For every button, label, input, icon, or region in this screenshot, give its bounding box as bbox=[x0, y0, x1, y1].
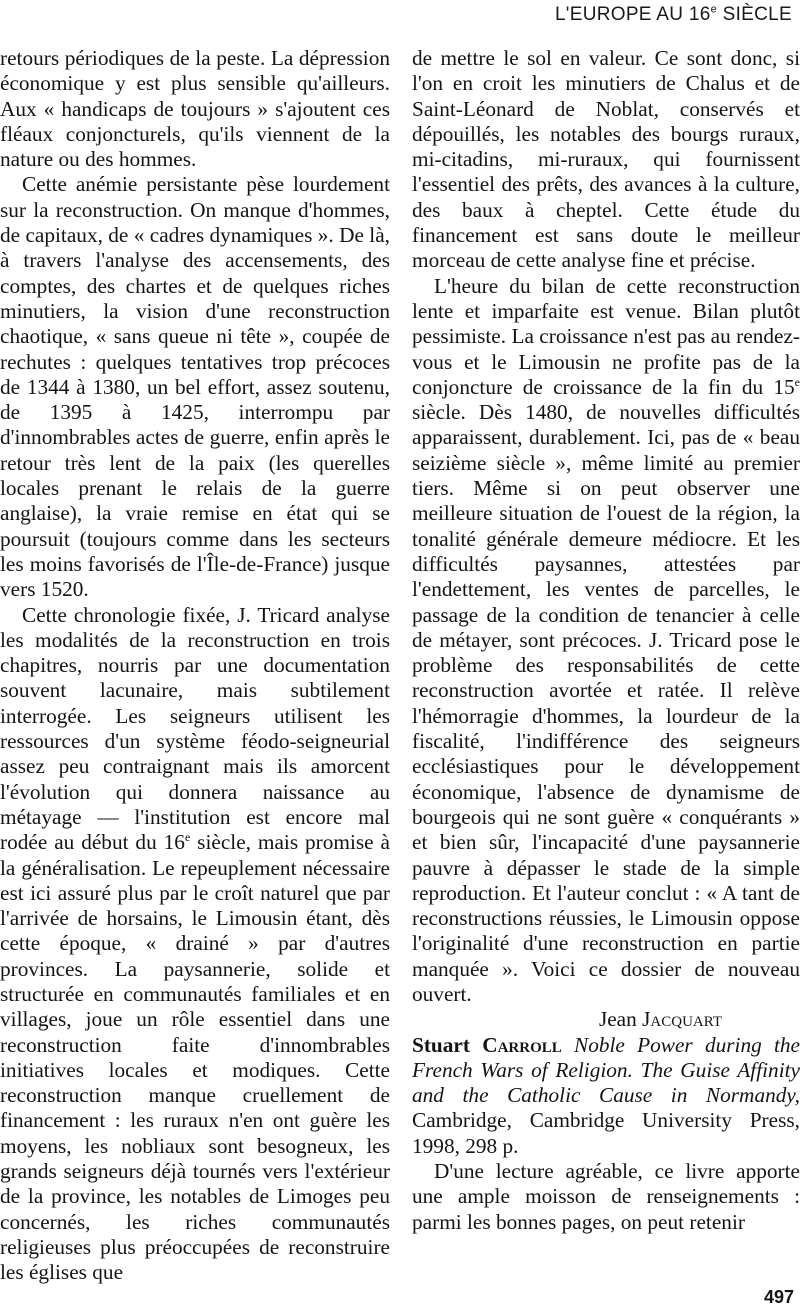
review-body-paragraph: D'une lecture agréable, ce livre apporte une ample moisson de renseignements : parmi les bonnes pages, on peut retenir bbox=[412, 1159, 800, 1234]
review-author-last: Carroll bbox=[482, 1032, 562, 1057]
right-paragraph-2-part-b: siècle. Dès 1480, de nouvelles difficultés apparaissent, durablement. Ici, pas de « beau seizième siècle », même limité au premier tiers. Même si on peut observer une meilleure situation de l'ouest de la région, la tonalité générale demeure médiocre. Et les difficultés paysannes, attestées par l'endettement, les ventes de parcelles, le passage de la condition de tenancier à celle de métayer, sont précoces. J. Tricard pose le problème des responsabilités de cette reconstruction avortée et ratée. Il relève l'hémorragie d'hommes, la lourdeur de la fiscalité, l'indifférence des seigneurs ecclésiastiques pour le développement économique, l'absence de dynamisme de bourgeois qui ne sont guère « conquérants » et bien sûr, l'incapacité d'une paysannerie pauvre à dépasser le stade de la simple reproduction. Et l'auteur conclut : « A tant de reconstructions réussies, le Limousin oppose l'originalité d'une reconstruction en partie manquée ». Voici ce dossier de nouveau ouvert. bbox=[412, 400, 800, 1006]
running-head-superscript: e bbox=[710, 3, 718, 16]
running-head bbox=[555, 4, 792, 26]
review-book-title: Noble Power during the French Wars of Religion. The Guise Affinity and the Catholic Cause in Normandy, bbox=[412, 1032, 800, 1108]
page-number: 497 bbox=[763, 1287, 794, 1307]
right-column bbox=[412, 46, 800, 1235]
review-author-first: Stuart bbox=[412, 1032, 483, 1057]
left-paragraph-3-part-a: Cette chronologie fixée, J. Tricard analyse les modalités de la reconstruction en trois chapitres, nourris par une documentation souvent lacunaire, mais subtilement interrogée. Les seigneurs utilisent les ressources d'un système féodo-seigneurial assez peu contraignant mais ils amorcent l'évolution qui donnera naissance au métayage — l'institution est encore mal rodée au début du 16 bbox=[0, 602, 390, 855]
review-heading bbox=[412, 1033, 800, 1159]
left-paragraph-3-part-b: siècle, mais promise à la généralisation. Le repeuplement nécessaire est ici assuré plus par le croît naturel que par l'arrivée de horsains, le Limousin étant, dès cette époque, « drainé » par d'autres provinces. La paysannerie, solide et structurée en communautés familiales et en villages, joue un rôle essentiel dans une reconstruction faite d'innombrables initiatives locales et modiques. Cette reconstruction manque cruellement de financement : les ruraux n'en ont guère les moyens, les nobliaux sont besogneux, les grands seigneurs déjà tournés vers l'extérieur de la province, les notables de Limoges peu concernés, les riches communautés religieuses plus préoccupées de reconstruire les églises que bbox=[0, 830, 390, 1285]
left-paragraph-1: retours périodiques de la peste. La dépression économique y est plus sensible qu'ailleurs. Aux « handicaps de toujours » s'ajoutent ces fléaux conjoncturels, qu'ils viennent de la nature ou des hommes. bbox=[0, 46, 390, 172]
signature-first-name: Jean bbox=[598, 1007, 643, 1032]
left-paragraph-2: Cette anémie persistante pèse lourdement sur la reconstruction. On manque d'hommes, de capitaux, de « cadres dynamiques ». De là, à travers l'analyse des accensements, des comptes, des chartes et de quelques riches minutiers, la vision d'une reconstruction chaotique, « sans queue ni tête », coupée de rechutes : quelques tentatives trop précoces de 1344 à 1380, un bel effort, assez soutenu, de 1395 à 1425, interrompu par d'innombrables actes de guerre, enfin après le retour très lent de la paix (les querelles locales prenant le relais de la guerre anglaise), la vraie remise en état qui se poursuit (toujours comme dans les secteurs les moins favorisés de l'Île-de-France) jusque vers 1520. bbox=[0, 172, 390, 602]
running-head-title-end: SIÈCLE bbox=[717, 4, 792, 25]
review-publication: Cambridge, Cambridge University Press, 1998, 298 p. bbox=[412, 1108, 800, 1158]
running-head-title: L'EUROPE AU 16 bbox=[554, 4, 711, 25]
right-paragraph-2 bbox=[412, 274, 800, 1008]
review-author bbox=[412, 1033, 562, 1057]
right-paragraph-1: de mettre le sol en valeur. Ce sont donc, si l'on en croit les minutiers de Chalus et de Saint-Léonard de Noblat, conservés et dépouillés, les notables des bourgs ruraux, mi-citadins, mi-ruraux, qui fournissent l'essentiel des prêts, des avances à la culture, des baux à cheptel. Cette étude du financement est sans doute le meilleur morceau de cette analyse fine et précise. bbox=[412, 46, 800, 273]
right-paragraph-2-part-a: L'heure du bilan de cette reconstruction lente et imparfaite est venue. Bilan plutôt pessimiste. La croissance n'est pas au rendez-vous et le Limousin ne profite pas de la conjoncture de croissance de la fin du 15 bbox=[412, 273, 800, 399]
signature-last-name: Jacquart bbox=[642, 1007, 722, 1032]
left-paragraph-3 bbox=[0, 603, 390, 1286]
left-paragraph-3-superscript: e bbox=[184, 830, 191, 845]
right-paragraph-2-superscript: e bbox=[794, 374, 800, 389]
left-column bbox=[0, 46, 390, 1286]
review-signature bbox=[412, 1007, 800, 1032]
